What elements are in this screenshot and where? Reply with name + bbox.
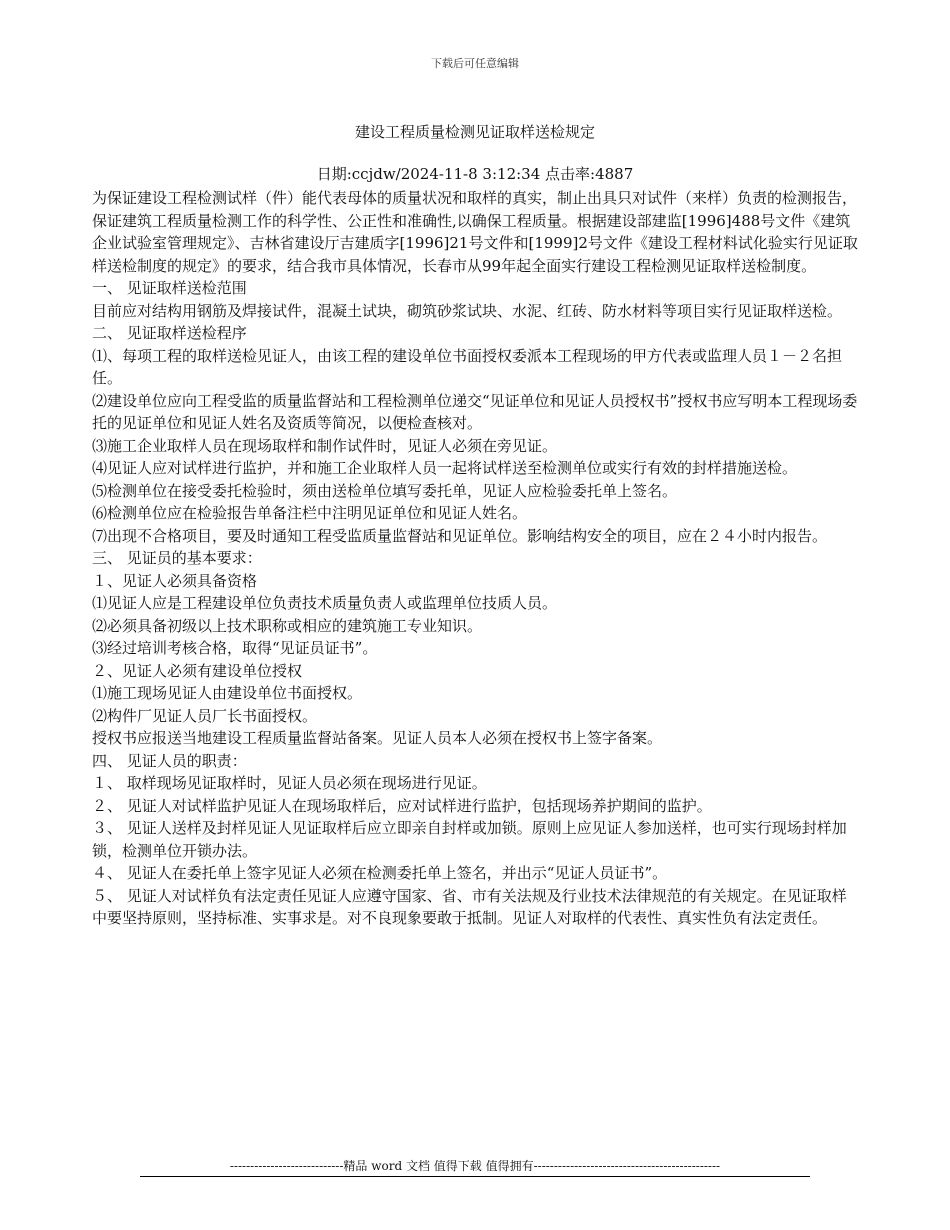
document-title: 建设工程质量检测见证取样送检规定 <box>354 123 595 141</box>
paragraph: ５、 见证人对试样负有法定责任见证人应遵守国家、省、市有关法规及行业技术法律规范的有关规定。在见证取样中要坚持原则，坚持标准、实事求是。对不良现象要敢于抵制。见证人对取样的代表性、真实性负有法定责任。 <box>92 886 847 927</box>
paragraph: 授权书应报送当地建设工程质量监督站备案。见证人员本人必须在授权书上签字备案。 <box>92 729 663 747</box>
paragraph: ３、 见证人送样及封样见证人见证取样后应立即亲自封样或加锁。原则上应见证人参加送样，也可实行现场封样加锁，检测单位开锁办法。 <box>92 819 847 860</box>
paragraph: ⑹检测单位应在检验报告单备注栏中注明见证单位和见证人姓名。 <box>92 504 528 522</box>
section-heading: 二、 见证取样送检程序 <box>92 324 247 342</box>
paragraph: ⑶施工企业取样人员在现场取样和制作试件时，见证人必须在旁见证。 <box>92 436 558 455</box>
paragraph: ⑴、每项工程的取样送检见证人，由该工程的建设单位书面授权委派本工程现场的甲方代表或监理人员１－２名担任。 <box>92 346 843 387</box>
paragraph: ⑶经过培训考核合格，取得“见证员证书”。 <box>92 639 378 657</box>
document-meta: 日期:ccjdw/2024-11-8 3:12:34 点击率:4887 <box>316 165 634 183</box>
paragraph: １、 取样现场见证取样时，见证人员必须在现场进行见证。 <box>92 774 487 792</box>
paragraph: ⑵构件厂见证人员厂长书面授权。 <box>92 706 318 725</box>
section-heading: 一、 见证取样送检范围 <box>92 279 247 297</box>
paragraph: ４、 见证人在委托单上签字见证人必须在检测委托单上签名，并出示“见证人员证书”。 <box>92 864 668 882</box>
document-body <box>92 187 860 930</box>
paragraph: １、见证人必须具备资格 <box>92 571 258 590</box>
paragraph: 目前应对结构用钢筋及焊接试件，混凝土试块，砌筑砂浆试块、水泥、红砖、防水材料等项目实行见证取样送检。 <box>92 301 843 320</box>
paragraph: ⑴施工现场见证人由建设单位书面授权。 <box>92 684 363 702</box>
paragraph: ２、见证人必须有建设单位授权 <box>92 661 303 680</box>
paragraph: ⑸检测单位在接受委托检验时，须由送检单位填写委托单，见证人应检验委托单上签名。 <box>92 481 678 500</box>
paragraph: ⑵建设单位应向工程受监的质量监督站和工程检测单位递交“见证单位和见证人员授权书”授权书应写明本工程现场委托的见证单位和见证人姓名及资质等简况，以便检查核对。 <box>92 391 858 432</box>
footer-note: ----------------------------精品 word 文档 值得下载 值得拥有---------------------------------------------- <box>140 1157 810 1177</box>
paragraph: ⑴见证人应是工程建设单位负责技术质量负责人或监理单位技质人员。 <box>92 594 558 612</box>
paragraph: 为保证建设工程检测试样（件）能代表母体的质量状况和取样的真实，制止出具只对试件（来样）负责的检测报告，保证建筑工程质量检测工作的科学性、公正性和准确性,以确保工程质量。根据建设部建监[1996]488号文件《建筑企业试验室管理规定》、吉林省建设厅吉建质字[1996]21号文件和[1999]2号文件《建设工程材料试化验实行见证取样送检制度的规定》的要求，结合我市具体情况，长春市从99年起全面实行建设工程检测见证取样送检制度。 <box>92 189 858 275</box>
section-heading: 三、 见证员的基本要求： <box>92 549 262 567</box>
header-note: 下载后可任意编辑 <box>431 57 519 70</box>
paragraph: ⑵必须具备初级以上技术职称或相应的建筑施工专业知识。 <box>92 616 483 635</box>
section-heading: 四、 见证人员的职责： <box>92 751 247 770</box>
paragraph: ⑷见证人应对试样进行监护，并和施工企业取样人员一起将试样送至检测单位或实行有效的封样措施送检。 <box>92 459 798 477</box>
paragraph: ２、 见证人对试样监护见证人在现场取样后，应对试样进行监护，包括现场养护期间的监护。 <box>92 796 712 815</box>
paragraph: ⑺出现不合格项目，要及时通知工程受监质量监督站和见证单位。影响结构安全的项目，应在２４小时内报告。 <box>92 526 828 545</box>
